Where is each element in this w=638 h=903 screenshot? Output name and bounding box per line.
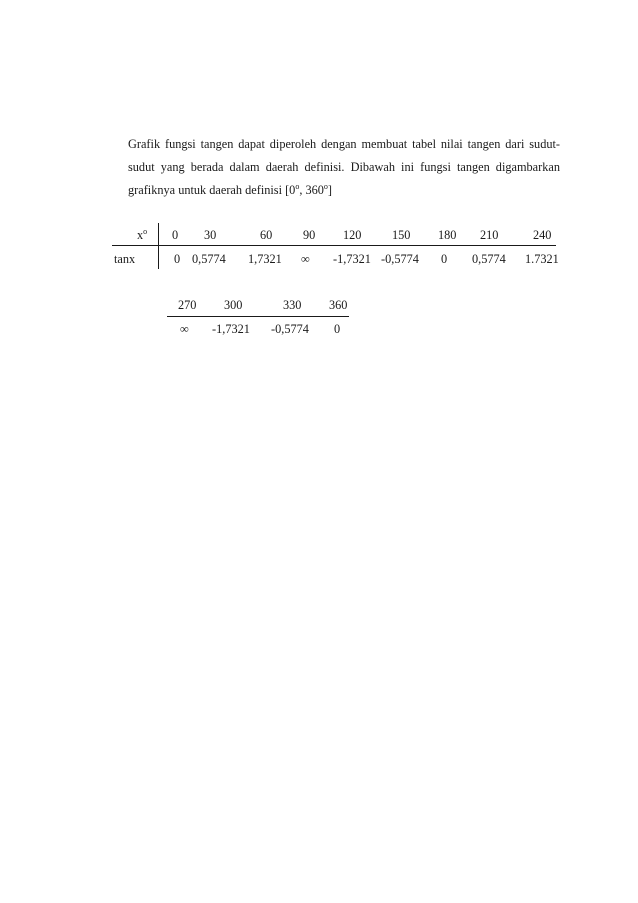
table-2-tan-cell: -0,5774 (271, 322, 309, 336)
x-label: x (137, 228, 144, 242)
table-1-tan-cell: ∞ (301, 252, 310, 266)
table-2-x-cell: 300 (224, 298, 243, 312)
table-1-x-cell: 210 (480, 228, 499, 242)
table-1-x-cell: 240 (533, 228, 552, 242)
table-1-tan-cell: 0,5774 (472, 252, 506, 266)
table-1-x-cell: 30 (204, 228, 217, 242)
table-1-x-cell: 60 (260, 228, 273, 242)
x-label-degree: o (143, 227, 148, 236)
table-2-x-cell: 270 (178, 298, 197, 312)
table-2-tan-cell: 0 (334, 322, 341, 336)
line-3-text-b: , 360 (299, 183, 324, 197)
table-1-vertical-rule (158, 223, 159, 269)
table-1-tan-cell: 0 (441, 252, 448, 266)
table-1-tan-cell: 1.7321 (525, 252, 559, 266)
table-1-header-label (137, 228, 147, 242)
table-1-tan-cell: -1,7321 (333, 252, 371, 266)
intro-paragraph (128, 133, 560, 202)
paragraph-line-1: Grafik fungsi tangen dapat diperoleh dengan membuat tabel nilai tangen dari sudut- (128, 137, 560, 151)
line-3-text-a: grafiknya untuk daerah definisi [0 (128, 183, 296, 197)
table-2-x-cell: 360 (329, 298, 348, 312)
table-2-tan-cell: -1,7321 (212, 322, 250, 336)
degree-mark-1: o (295, 182, 300, 191)
table-1-x-cell: 0 (172, 228, 179, 242)
table-1-x-cell: 180 (438, 228, 457, 242)
table-1-tan-cell: -0,5774 (381, 252, 419, 266)
table-2-horizontal-rule (167, 316, 349, 317)
table-1-horizontal-rule (112, 245, 556, 246)
paragraph-line-3 (128, 179, 560, 202)
table-1-x-cell: 90 (303, 228, 316, 242)
table-1-tan-cell: 0 (174, 252, 181, 266)
table-2-x-cell: 330 (283, 298, 302, 312)
table-1-tan-cell: 0,5774 (192, 252, 226, 266)
table-1-tan-cell: 1,7321 (248, 252, 282, 266)
table-1-row-label: tanx (114, 252, 136, 266)
degree-mark-2: o (323, 182, 328, 191)
table-1-x-cell: 120 (343, 228, 362, 242)
table-1-x-cell: 150 (392, 228, 411, 242)
paragraph-line-2: sudut yang berada dalam daerah definisi. Dibawah ini fungsi tangen digambarkan (128, 160, 560, 174)
line-3-text-c: ] (327, 183, 333, 197)
table-2-tan-cell: ∞ (180, 322, 189, 336)
